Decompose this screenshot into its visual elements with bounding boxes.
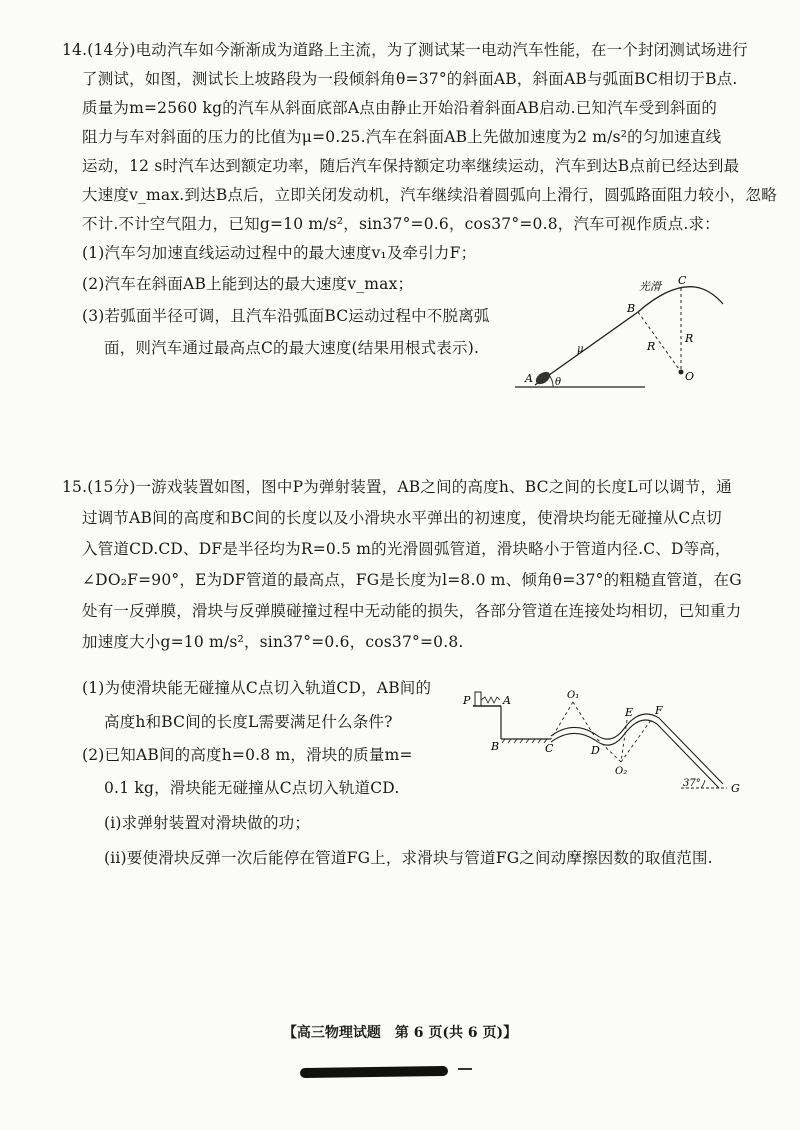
q14-figure-incline-arc [505, 272, 735, 402]
q14-label-r-right: R [685, 332, 694, 345]
q14-line-2: 了测试，如图，测试长上坡路段为一段倾斜角θ=37°的斜面AB，斜面AB与弧面BC相切于B点. [82, 70, 738, 88]
q14-label-c: C [678, 274, 687, 287]
q15-line-6: 加速度大小g=10 m/s²，sin37°=0.6，cos37°=0.8. [82, 633, 464, 651]
q15-label-b: B [491, 740, 500, 753]
q14-label-b: B [627, 302, 636, 315]
q15-label-e: E [625, 706, 634, 719]
q14-center-o [679, 370, 684, 375]
q15-line-4: ∠DO₂F=90°，E为DF管道的最高点，FG是长度为l=8.0 m、倾角θ=37°的粗糙直管道，在G [82, 571, 742, 589]
page-footer: 【高三物理试题 第 6 页(共 6 页)】 [282, 1025, 518, 1041]
q14-line-7: 不计.不计空气阻力，已知g=10 m/s²，sin37°=0.6，cos37°=0.8，汽车可视作质点.求： [82, 215, 720, 233]
q15-radius-o2e [621, 720, 627, 762]
q15-label-p: P [463, 694, 471, 707]
q15-label-o2: O₂ [615, 766, 628, 777]
q15-label-angle: 37° [683, 778, 701, 789]
q15-tube-outer [551, 714, 723, 784]
q14-incline-ab [535, 312, 638, 385]
q15-figure-tube-track [455, 684, 745, 814]
q15-line-7: (1)为使滑块能无碰撞从C点切入轨道CD，AB间的 [82, 679, 432, 697]
q15-label-g: G [731, 782, 740, 795]
q14-label-theta: θ [555, 377, 562, 388]
q15-label-c: C [545, 742, 554, 755]
q14-line-10: (3)若弧面半径可调，且汽车沿弧面BC运动过程中不脱离弧 [82, 307, 490, 325]
q14-line-8: (1)汽车匀加速直线运动过程中的最大速度v₁及牵引力F； [82, 244, 477, 262]
footer-dash [458, 1068, 472, 1070]
q14-radius-ob [638, 312, 681, 372]
q14-line-1: 14.(14分)电动汽车如今渐渐成为道路上主流，为了测试某一电动汽车性能，在一个封闭测试场进行 [62, 41, 748, 59]
q15-launcher-p [475, 692, 481, 706]
q15-label-a: A [503, 694, 511, 707]
q14-label-a: A [525, 372, 533, 385]
q15-line-3: 入管道CD.CD、DF是半径均为R=0.5 m的光滑圆弧管道，滑块略小于管道内径.C、D等高， [82, 540, 731, 558]
q14-line-5: 运动，12 s时汽车达到额定功率，随后汽车保持额定功率继续运动，汽车到达B点前已经达到最 [82, 157, 740, 175]
redaction-bar [300, 1066, 448, 1078]
q14-line-9: (2)汽车在斜面AB上能到达的最大速度v_max； [82, 275, 414, 293]
q15-line-1: 15.(15分)一游戏装置如图，图中P为弹射装置，AB之间的高度h、BC之间的长度L可以调节，通 [62, 478, 732, 496]
q15-line-11: (i)求弹射装置对滑块做的功； [104, 814, 311, 832]
q14-line-3: 质量为m=2560 kg的汽车从斜面底部A点由静止开始沿着斜面AB启动.已知汽车受到斜面的 [82, 99, 718, 117]
q14-label-r-left: R [647, 340, 656, 353]
q15-line-8: 高度h和BC间的长度L需要满足什么条件? [104, 713, 393, 731]
q15-line-5: 处有一反弹膜，滑块与反弹膜碰撞过程中无动能的损失，各部分管道在连接处均相切，已知重力 [82, 602, 742, 620]
q14-label-o: O [685, 370, 695, 383]
q15-label-o1: O₁ [567, 690, 580, 701]
q15-line-9: (2)已知AB间的高度h=0.8 m，滑块的质量m= [82, 746, 413, 764]
q15-label-d: D [591, 744, 600, 757]
q15-spring-icon [481, 697, 500, 703]
q14-line-6: 大速度v_max.到达B点后，立即关闭发动机，汽车继续沿着圆弧向上滑行，圆弧路面阻力较小，忽略 [82, 186, 777, 204]
q14-line-4: 阻力与车对斜面的压力的比值为μ=0.25.汽车在斜面AB上先做加速度为2 m/s²的匀加速直线 [82, 128, 722, 146]
q15-line-2: 过调节AB间的高度和BC间的长度以及小滑块水平弹出的初速度，使滑块均能无碰撞从C点切 [82, 509, 722, 527]
q14-line-11: 面，则汽车通过最高点C的最大速度(结果用根式表示). [104, 339, 480, 357]
q15-line-10: 0.1 kg，滑块能无碰撞从C点切入轨道CD. [104, 779, 400, 797]
q15-label-f: F [655, 704, 663, 717]
q15-line-12: (ii)要使滑块反弹一次后能停在管道FG上，求滑块与管道FG之间动摩擦因数的取值范围. [104, 849, 713, 867]
q14-label-mu: μ [577, 344, 584, 355]
q15-angle-arc [701, 780, 705, 788]
q14-label-smooth: 光滑 [639, 280, 661, 293]
